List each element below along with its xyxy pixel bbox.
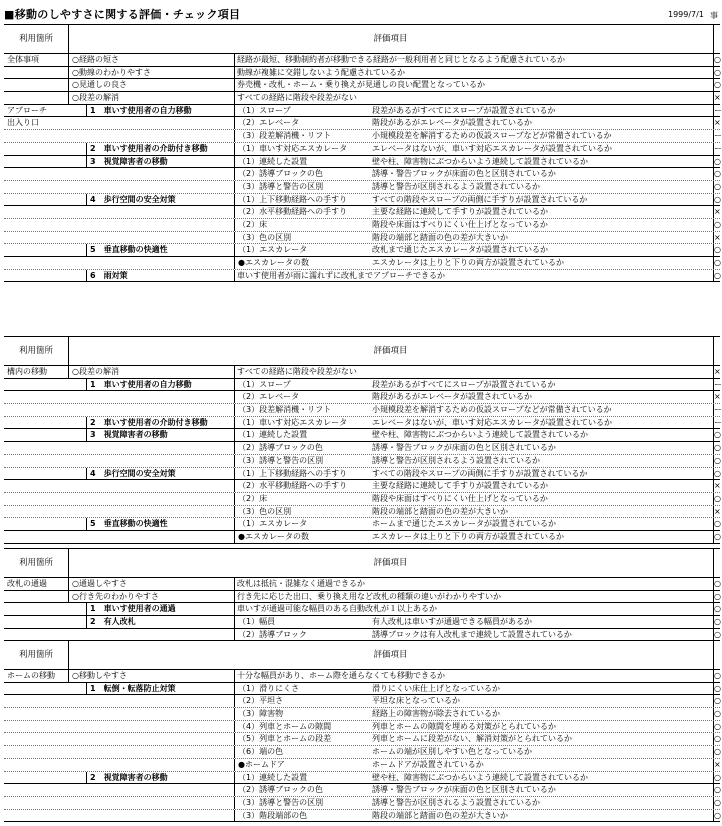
table-row bbox=[4, 219, 720, 232]
section-rows bbox=[4, 54, 720, 282]
result-mark: ー bbox=[714, 105, 722, 115]
result-mark: ○ bbox=[714, 696, 721, 706]
criterion-label: （3）誘導と警告の区別 bbox=[234, 181, 374, 193]
location-label: アプローチ bbox=[7, 105, 47, 115]
result-mark: × bbox=[714, 232, 721, 242]
table-row bbox=[4, 92, 720, 105]
table-row bbox=[4, 493, 720, 506]
table-row bbox=[4, 733, 720, 746]
criterion-label: （2）平坦さ bbox=[234, 695, 374, 707]
table-row bbox=[4, 379, 720, 392]
criterion-description: 階段の端部と踏面の色の差が大きいか bbox=[372, 506, 508, 516]
result-mark: ○ bbox=[714, 709, 721, 719]
table-row bbox=[4, 117, 720, 130]
result-mark: ○ bbox=[714, 468, 721, 478]
location-label: 出入り口 bbox=[7, 118, 39, 128]
evaluation-section bbox=[4, 24, 720, 282]
table-row bbox=[4, 168, 720, 181]
criterion-label: （2）エレベータ bbox=[234, 391, 374, 403]
table-row bbox=[4, 695, 720, 708]
subitem-label: 3 視覚障害者の移動 bbox=[86, 429, 238, 441]
criterion-label: （3）色の区別 bbox=[234, 506, 374, 518]
section-rows bbox=[4, 670, 720, 822]
table-row bbox=[4, 578, 720, 591]
table-row bbox=[4, 366, 720, 379]
subitem-label: 2 有人改札 bbox=[86, 616, 238, 628]
location-column-header: 利用箇所 bbox=[4, 25, 69, 53]
subitem-label: 4 歩行空間の安全対策 bbox=[86, 194, 238, 206]
result-mark: ○ bbox=[714, 579, 721, 588]
table-row bbox=[4, 429, 720, 442]
criterion-description: 券売機・改札・ホーム・乗り換えが見通しの良い配置となっているか bbox=[234, 79, 714, 91]
table-row bbox=[4, 130, 720, 143]
criterion-description: 階段や床面はすべりにくい仕上げとなっているか bbox=[372, 493, 548, 503]
criterion-description: 動線が複雑に交錯しないよう配慮されているか bbox=[234, 67, 714, 79]
table-row bbox=[4, 404, 720, 417]
criterion-label: （3）段差解消機・リフト bbox=[234, 130, 374, 142]
result-mark: ○ bbox=[714, 67, 721, 77]
criterion-label: （3）階段端部の色 bbox=[234, 810, 374, 822]
criterion-label: （3）障害物 bbox=[234, 708, 374, 720]
table-row bbox=[4, 746, 720, 759]
criterion-description: エスカレータは上りと下りの両方が設置されているか bbox=[372, 258, 564, 267]
evaluation-column-header: 評価項目 bbox=[68, 549, 714, 577]
evaluation-section bbox=[4, 336, 720, 544]
criterion-description: 列車とホームの隙間を埋める対策がとられているか bbox=[372, 721, 556, 731]
page-title: ■移動のしやすさに関する評価・チェック項目 bbox=[4, 8, 241, 21]
criterion-label: （2）水平移動経路への手すり bbox=[234, 480, 374, 492]
result-mark: ○ bbox=[714, 797, 721, 807]
criterion-description: 小規模段差を解消するための仮設スロープなどが常備されているか bbox=[372, 405, 612, 415]
table-row bbox=[4, 54, 720, 67]
criterion-label: （3）段差解消機・リフト bbox=[234, 404, 374, 416]
criterion-label: （2）水平移動経路への手すり bbox=[234, 206, 374, 218]
result-mark: ○ bbox=[714, 617, 721, 627]
criterion-description: 誘導と警告が区別されるよう設置されているか bbox=[372, 797, 540, 807]
result-mark: × bbox=[714, 481, 721, 491]
table-row bbox=[4, 759, 720, 772]
criterion-description: エスカレータは上りと下りの両方が設置されているか bbox=[372, 531, 564, 541]
criterion-description: 経路が最短、移動制約者が移動できる経路が一般利用者と同じとなるよう配慮されているか bbox=[234, 54, 714, 66]
result-mark: × bbox=[714, 392, 721, 402]
result-mark: ー bbox=[714, 417, 722, 427]
criterion-description: ホームまで通じたエスカレータが設置されているか bbox=[372, 519, 556, 529]
criterion-description: 有人改札は車いすが通過できる幅員があるか bbox=[372, 617, 532, 627]
criterion-label: （5）列車とホームの段差 bbox=[234, 733, 374, 745]
result-column-header bbox=[714, 25, 720, 53]
criterion-label: （2）エレベータ bbox=[234, 117, 374, 129]
criterion-description: 列車とホームに段差がない、解消対策がとられているか bbox=[372, 734, 572, 744]
result-mark: ○ bbox=[714, 531, 721, 541]
criterion-description: 滑りにくい床仕上げとなっているか bbox=[372, 683, 500, 693]
table-row bbox=[4, 244, 720, 257]
criterion-label: （2）誘導ブロックの色 bbox=[234, 168, 374, 180]
table-row bbox=[4, 67, 720, 80]
result-column-header bbox=[714, 641, 720, 669]
result-column-header bbox=[714, 549, 720, 577]
criterion-description: すべての階段やスロープの両側に手すりが設置されているか bbox=[372, 468, 588, 478]
criterion-description: すべての階段やスロープの両側に手すりが設置されているか bbox=[372, 194, 588, 204]
result-mark: ○ bbox=[714, 493, 721, 503]
item-label: ○動線のわかりやすさ bbox=[68, 67, 238, 79]
subitem-label: 2 車いす使用者の介助付き移動 bbox=[86, 417, 238, 429]
table-row bbox=[4, 232, 720, 245]
subitem-label: 4 歩行空間の安全対策 bbox=[86, 468, 238, 480]
criterion-label: （1）滑りにくさ bbox=[234, 683, 374, 695]
criterion-label: （1）車いす対応エスカレータ bbox=[234, 417, 374, 429]
location-label: 構内の移動 bbox=[7, 367, 47, 376]
result-mark: × bbox=[714, 506, 721, 516]
page-date: 1999/7/1 bbox=[668, 10, 704, 19]
criterion-description: 段差があるがすべてにスロープが設置されているか bbox=[372, 105, 556, 115]
criterion-label: （1）連続した設置 bbox=[234, 772, 374, 784]
result-mark: ○ bbox=[714, 629, 721, 639]
location-label: 改札の通過 bbox=[7, 579, 47, 588]
table-row bbox=[4, 603, 720, 616]
result-mark: ○ bbox=[714, 455, 721, 465]
criterion-label: （1）連続した設置 bbox=[234, 429, 374, 441]
result-mark: ○ bbox=[714, 181, 721, 191]
result-mark: ○ bbox=[714, 721, 721, 731]
criterion-description: すべての経路に階段や段差がない bbox=[234, 366, 714, 378]
subitem-label: 6 雨対策 bbox=[86, 270, 238, 282]
result-mark: ○ bbox=[714, 785, 721, 795]
criterion-description: エレベータはないが、車いす対応エスカレータが設置されているか bbox=[372, 417, 612, 427]
criterion-label: ●ホームドア bbox=[234, 759, 374, 771]
result-mark: ー bbox=[714, 143, 722, 153]
criterion-description: 階段や床面はすべりにくい仕上げとなっているか bbox=[372, 219, 548, 229]
criterion-label: （4）列車とホームの隙間 bbox=[234, 721, 374, 733]
location-column-header: 利用箇所 bbox=[4, 337, 69, 365]
item-label: ○行き先のわかりやすさ bbox=[68, 591, 238, 603]
item-label: ○通過しやすさ bbox=[68, 578, 238, 590]
table-row bbox=[4, 506, 720, 519]
criterion-label: （2）床 bbox=[234, 493, 374, 505]
result-mark: × bbox=[714, 207, 721, 217]
section-header bbox=[4, 24, 720, 54]
subitem-label: 2 視覚障害者の移動 bbox=[86, 772, 238, 784]
result-mark: ○ bbox=[714, 671, 721, 680]
criterion-label: （6）端の色 bbox=[234, 746, 374, 758]
result-mark: ○ bbox=[714, 55, 721, 64]
criterion-description: 階段の端部と踏面の色の差が大きいか bbox=[372, 810, 508, 820]
evaluation-section bbox=[4, 548, 720, 641]
location-label: ホームの移動 bbox=[7, 671, 55, 680]
result-mark: ○ bbox=[714, 519, 721, 529]
table-row bbox=[4, 708, 720, 721]
criterion-description: 誘導ブロックは有人改札まで連続して設置されているか bbox=[372, 629, 572, 639]
result-mark: ○ bbox=[714, 443, 721, 453]
criterion-description: 壁や柱、障害物にぶつからいよう連続して設置されているか bbox=[372, 772, 588, 782]
criterion-description: 行き先に応じた出口、乗り換え用など改札の種類の違いがわかりやすいか bbox=[234, 591, 714, 603]
criterion-label: （1）スロープ bbox=[234, 105, 374, 117]
criterion-description: 小規模段差を解消するための仮設スロープなどが常備されているか bbox=[372, 131, 612, 141]
result-mark: ○ bbox=[714, 169, 721, 179]
subitem-label: 5 垂直移動の快適性 bbox=[86, 518, 238, 530]
criterion-label: （3）色の区別 bbox=[234, 232, 374, 244]
result-mark: ○ bbox=[714, 772, 721, 782]
criterion-description: 平坦な床となっているか bbox=[372, 696, 460, 706]
subitem-label: 1 車いす使用者の自力移動 bbox=[86, 105, 238, 117]
criterion-description: 階段があるがエレベータが設置されているか bbox=[372, 118, 532, 128]
criterion-description: 十分な幅員があり、ホーム際を通らなくても移動できるか bbox=[234, 670, 714, 682]
result-mark: ○ bbox=[714, 430, 721, 440]
criterion-label: （2）床 bbox=[234, 219, 374, 231]
criterion-description: 改札まで通じたエスカレータが設置されているか bbox=[372, 245, 548, 255]
criterion-label: （1）上下移動経路への手すり bbox=[234, 194, 374, 206]
result-mark: ○ bbox=[714, 258, 721, 267]
table-row bbox=[4, 257, 720, 270]
criterion-label: （2）誘導ブロックの色 bbox=[234, 784, 374, 796]
section-rows bbox=[4, 366, 720, 544]
table-row bbox=[4, 480, 720, 493]
subitem-label: 1 車いす使用者の通過 bbox=[86, 603, 238, 615]
result-mark: ○ bbox=[714, 156, 721, 166]
criterion-label: （3）誘導と警告の区別 bbox=[234, 797, 374, 809]
table-row bbox=[4, 156, 720, 169]
criterion-description: 段差があるがすべてにスロープが設置されているか bbox=[372, 379, 556, 389]
table-row bbox=[4, 455, 720, 468]
result-mark: × bbox=[714, 367, 721, 376]
result-column-header bbox=[714, 337, 720, 365]
subitem-label: 1 車いす使用者の自力移動 bbox=[86, 379, 238, 391]
criterion-label: （1）エスカレータ bbox=[234, 518, 374, 530]
result-mark: × bbox=[714, 759, 721, 769]
criterion-label: （3）誘導と警告の区別 bbox=[234, 455, 374, 467]
criterion-description: 車いすが通過可能な幅員のある自動改札が１以上あるか bbox=[234, 603, 714, 615]
criterion-label: （2）誘導ブロックの色 bbox=[234, 442, 374, 454]
criterion-description: ホームドアが設置されているか bbox=[372, 759, 484, 769]
table-row bbox=[4, 784, 720, 797]
result-mark: ー bbox=[714, 379, 722, 389]
section-rows bbox=[4, 578, 720, 641]
result-mark: ○ bbox=[714, 683, 721, 693]
subitem-label: 5 垂直移動の快適性 bbox=[86, 244, 238, 256]
table-row bbox=[4, 143, 720, 156]
criterion-description: 階段があるがエレベータが設置されているか bbox=[372, 392, 532, 402]
criterion-description: エレベータはないが、車いす対応エスカレータが設置されているか bbox=[372, 143, 612, 153]
criterion-description: 車いす使用者が雨に濡れずに改札までアプローチできるか bbox=[234, 270, 714, 282]
item-label: ○移動しやすさ bbox=[68, 670, 238, 682]
criterion-label: （1）エスカレータ bbox=[234, 244, 374, 256]
section-header bbox=[4, 548, 720, 578]
table-row bbox=[4, 683, 720, 696]
page-edge-text: 事 bbox=[710, 11, 718, 20]
item-label: ○経路の短さ bbox=[68, 54, 238, 66]
result-mark: ○ bbox=[714, 245, 721, 255]
subitem-label: 3 視覚障害者の移動 bbox=[86, 156, 238, 168]
table-row bbox=[4, 591, 720, 604]
criterion-description: 改札は抵抗・混雑なく通過できるか bbox=[234, 578, 714, 590]
location-label: 全体事項 bbox=[7, 55, 39, 64]
table-row bbox=[4, 518, 720, 531]
result-mark: ○ bbox=[714, 591, 721, 601]
evaluation-column-header: 評価項目 bbox=[68, 641, 714, 669]
criterion-description: 経路上の障害物が除去されているか bbox=[372, 709, 500, 719]
criterion-description: 誘導と警告が区別されるよう設置されているか bbox=[372, 455, 540, 465]
criterion-label: （1）車いす対応エスカレータ bbox=[234, 143, 374, 155]
criterion-label: （1）幅員 bbox=[234, 616, 374, 628]
table-row bbox=[4, 810, 720, 823]
result-mark: × bbox=[714, 93, 721, 103]
subitem-label: 2 車いす使用者の介助付き移動 bbox=[86, 143, 238, 155]
criterion-description: 壁や柱、障害物にぶつからいよう連続して設置されているか bbox=[372, 430, 588, 440]
table-row bbox=[4, 468, 720, 481]
evaluation-column-header: 評価項目 bbox=[68, 25, 714, 53]
criterion-description: 誘導・警告ブロックが床面の色と区別されているか bbox=[372, 169, 556, 179]
location-column-header: 利用箇所 bbox=[4, 641, 69, 669]
result-mark: ○ bbox=[714, 747, 721, 757]
criterion-label: （1）連続した設置 bbox=[234, 156, 374, 168]
criterion-description: すべての経路に階段や段差がない bbox=[234, 92, 714, 104]
result-mark: ー bbox=[714, 405, 722, 415]
criterion-label: ●エスカレータの数 bbox=[234, 257, 374, 269]
table-row bbox=[4, 79, 720, 92]
criterion-label: （1）上下移動経路への手すり bbox=[234, 468, 374, 480]
table-row bbox=[4, 670, 720, 683]
criterion-description: 階段の端部と踏面の色の差が大きいか bbox=[372, 232, 508, 242]
table-row bbox=[4, 531, 720, 544]
result-mark: ○ bbox=[714, 734, 721, 744]
criterion-description: 誘導と警告が区別されるよう設置されているか bbox=[372, 181, 540, 191]
section-header bbox=[4, 336, 720, 366]
criterion-label: （2）誘導ブロック bbox=[234, 629, 374, 641]
criterion-label: （1）スロープ bbox=[234, 379, 374, 391]
table-row bbox=[4, 772, 720, 785]
table-row bbox=[4, 616, 720, 629]
criterion-description: 主要な経路に連続して手すりが設置されているか bbox=[372, 481, 548, 491]
criterion-label: ●エスカレータの数 bbox=[234, 531, 374, 543]
table-row bbox=[4, 721, 720, 734]
result-mark: ー bbox=[714, 131, 722, 141]
result-mark: ○ bbox=[714, 80, 721, 90]
table-row bbox=[4, 181, 720, 194]
page-header bbox=[0, 0, 720, 24]
criterion-description: 誘導・警告ブロックが床面の色と区別されているか bbox=[372, 785, 556, 795]
evaluation-section bbox=[4, 640, 720, 822]
criterion-description: 壁や柱、障害物にぶつからいよう連続して設置されているか bbox=[372, 156, 588, 166]
result-mark: ○ bbox=[714, 810, 721, 820]
item-label: ○見通しの良さ bbox=[68, 79, 238, 91]
result-mark: ○ bbox=[714, 604, 721, 614]
criterion-description: 主要な経路に連続して手すりが設置されているか bbox=[372, 207, 548, 217]
table-row bbox=[4, 797, 720, 810]
table-row bbox=[4, 391, 720, 404]
result-mark: ○ bbox=[714, 270, 721, 280]
table-row bbox=[4, 206, 720, 219]
table-row bbox=[4, 442, 720, 455]
table-row bbox=[4, 105, 720, 118]
table-row bbox=[4, 417, 720, 430]
result-mark: ○ bbox=[714, 194, 721, 204]
criterion-description: ホームの端が区別しやすい色となっているか bbox=[372, 747, 532, 757]
result-mark: × bbox=[714, 118, 721, 128]
item-label: ○段差の解消 bbox=[68, 366, 238, 378]
section-header bbox=[4, 640, 720, 670]
subitem-label: 1 転倒・転落防止対策 bbox=[86, 683, 238, 695]
criterion-description: 誘導・警告ブロックが床面の色と区別されているか bbox=[372, 443, 556, 453]
table-row bbox=[4, 194, 720, 207]
item-label: ○段差の解消 bbox=[68, 92, 238, 104]
result-mark: ○ bbox=[714, 219, 721, 229]
table-row bbox=[4, 270, 720, 283]
location-column-header: 利用箇所 bbox=[4, 549, 69, 577]
evaluation-column-header: 評価項目 bbox=[68, 337, 714, 365]
